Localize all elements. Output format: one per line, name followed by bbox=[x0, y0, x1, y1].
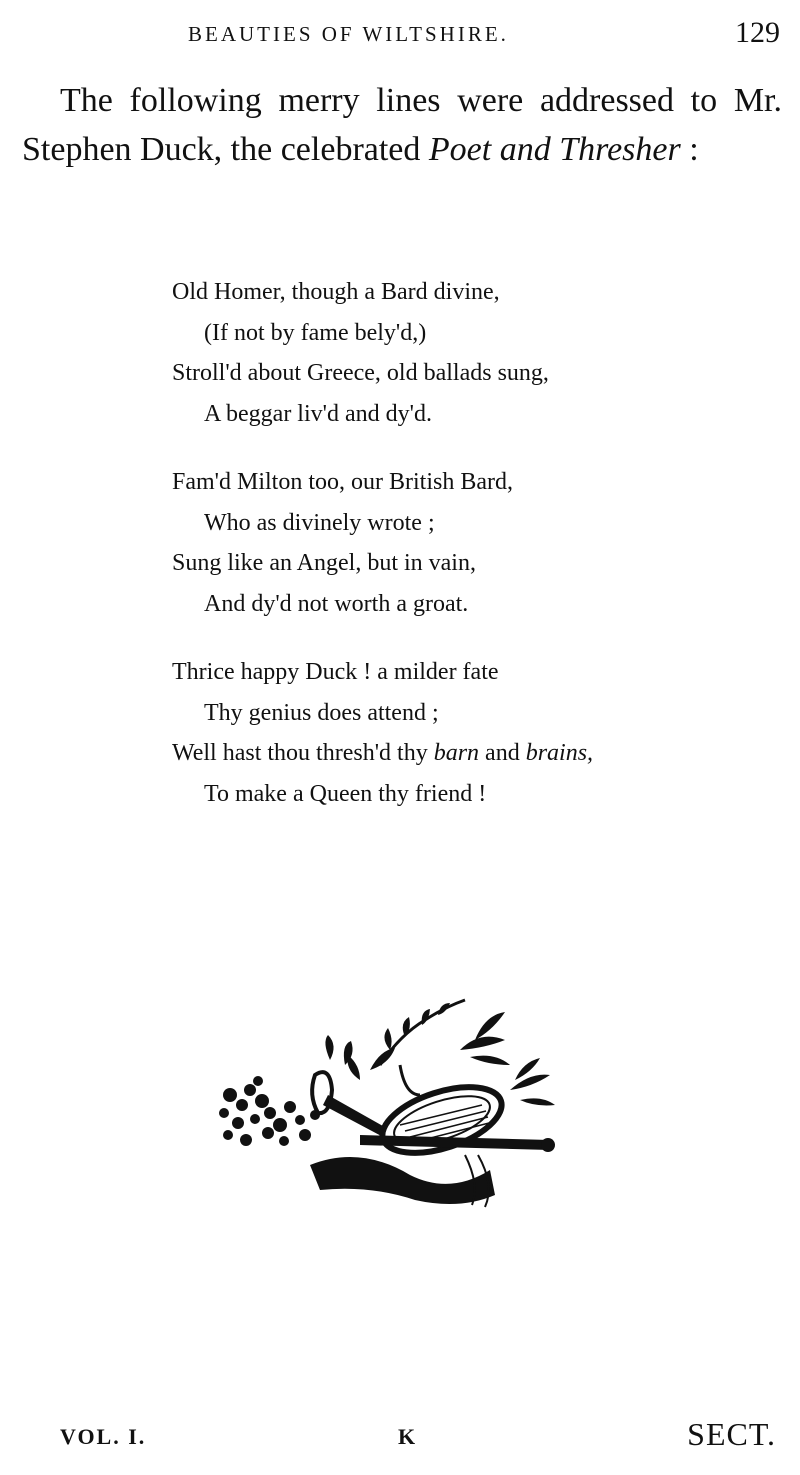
page-footer bbox=[0, 1416, 800, 1460]
poem-line: Stroll'd about Greece, old ballads sung, bbox=[172, 360, 549, 386]
poem-line: Old Homer, though a Bard divine, bbox=[172, 279, 500, 305]
signature-mark: K bbox=[398, 1424, 416, 1449]
intro-text: The following merry lines were addressed to Mr. Stephen Duck, the celebrated bbox=[22, 82, 782, 168]
italic-brains: brains, bbox=[525, 740, 594, 766]
italic-barn: barn bbox=[433, 740, 480, 766]
running-title: BEAUTIES OF WILTSHIRE. bbox=[188, 22, 509, 46]
poem-line: A beggar liv'd and dy'd. bbox=[204, 400, 432, 427]
intro-paragraph bbox=[22, 76, 782, 174]
stanza-1 bbox=[172, 272, 732, 434]
page-number: 129 bbox=[735, 16, 780, 49]
running-head bbox=[0, 16, 800, 56]
catchword: SECT. bbox=[687, 1416, 776, 1452]
stanza-2 bbox=[172, 462, 732, 624]
poem-line: Who as divinely wrote ; bbox=[204, 509, 435, 536]
poem-line bbox=[172, 733, 732, 774]
stanza-3 bbox=[172, 652, 732, 814]
poem-line: To make a Queen thy friend ! bbox=[204, 780, 487, 807]
intro-colon: : bbox=[680, 131, 699, 168]
poem-line-part: Well hast thou thresh'd thy bbox=[172, 740, 434, 766]
poem-line-part: and bbox=[479, 740, 526, 766]
intro-italic: Poet and Thresher bbox=[428, 131, 681, 168]
poem-line: (If not by fame bely'd,) bbox=[204, 319, 427, 346]
poem-line: Thy genius does attend ; bbox=[204, 699, 439, 726]
poem-line: Sung like an Angel, but in vain, bbox=[172, 550, 476, 576]
poem-line: And dy'd not worth a groat. bbox=[204, 590, 469, 617]
poem bbox=[172, 272, 732, 842]
poem-line: Fam'd Milton too, our British Bard, bbox=[172, 469, 513, 495]
volume-label: VOL. I. bbox=[60, 1424, 147, 1449]
poem-line: Thrice happy Duck ! a milder fate bbox=[172, 659, 499, 685]
ornamental-vignette bbox=[210, 995, 590, 1210]
